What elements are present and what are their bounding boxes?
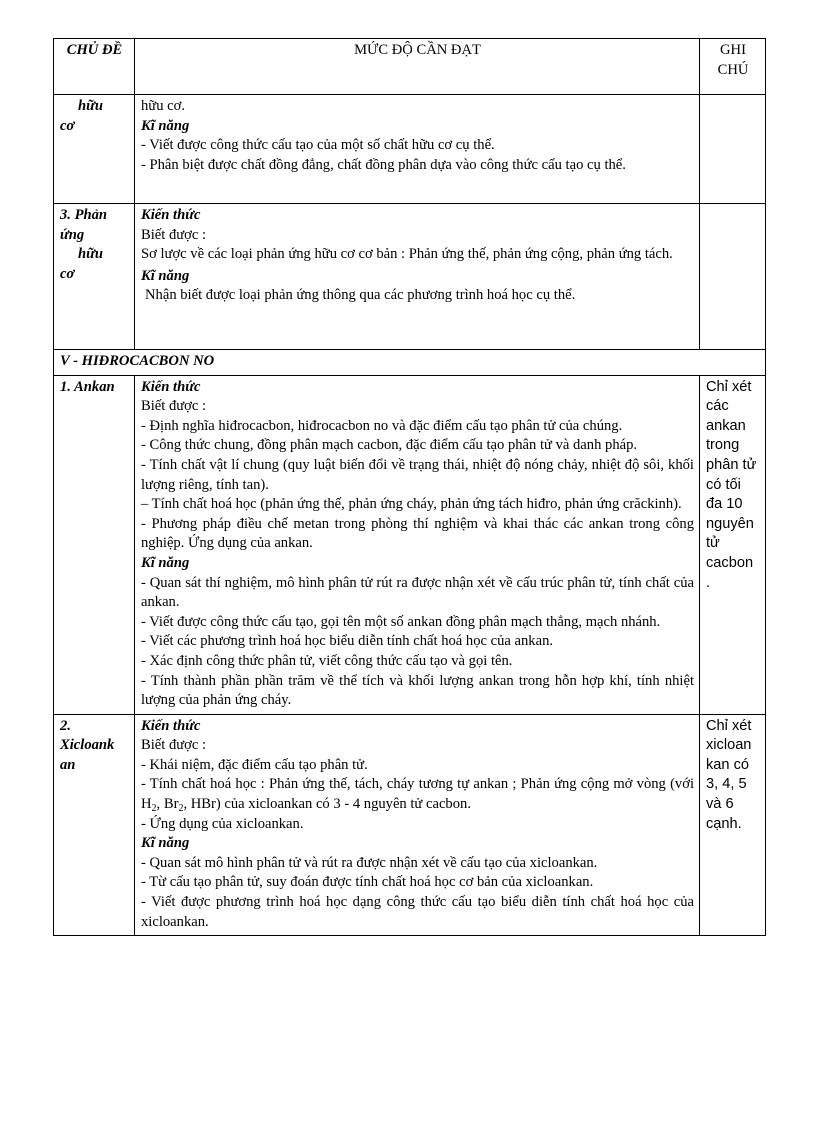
topic-text: hữu <box>78 246 103 263</box>
content-line: - Tính chất vật lí chung (quy luật biến đổi về trạng thái, nhiệt độ nóng chảy, nhiệt độ sôi, khối lượng riêng, tính tan). <box>141 456 694 493</box>
header-note-line: CHÚ <box>717 61 749 78</box>
note-line: cacbon <box>706 554 754 571</box>
note-line: các <box>706 398 729 415</box>
curriculum-table <box>53 38 766 936</box>
content-cell <box>135 95 700 204</box>
note-line: phân tử <box>706 456 757 473</box>
content-line: Biết được : <box>141 398 207 415</box>
skill-heading: Kĩ năng <box>141 554 190 571</box>
content-line: hữu cơ. <box>141 98 185 114</box>
content-line: - Tính thành phần phần trăm về thể tích và khối lượng ankan trong hỗn hợp khí, tính nhiệt lượng của phản ứng cháy. <box>141 672 694 709</box>
content-line: - Xác định công thức phân tử, viết công thức cấu tạo và gọi tên. <box>141 652 513 669</box>
content-cell <box>135 714 700 936</box>
topic-text: 2. <box>60 717 71 734</box>
topic-text: hữu <box>78 98 103 114</box>
note-line: kan có <box>706 756 749 773</box>
topic-text: cơ <box>60 117 75 134</box>
header-note <box>700 39 766 95</box>
content-fragment: , HBr) của xicloankan có 3 - 4 nguyên tử cacbon. <box>183 796 471 813</box>
table-row <box>54 714 766 936</box>
topic-text: ứng <box>60 226 85 243</box>
content-line: Nhận biết được loại phản ứng thông qua các phương trình hoá học cụ thể. <box>145 287 576 304</box>
subscript: 2 <box>151 803 157 815</box>
content-line: Sơ lược về các loại phản ứng hữu cơ cơ bản : Phản ứng thế, phản ứng cộng, phản ứng tách. <box>141 246 673 263</box>
content-line: Biết được : <box>141 737 207 754</box>
content-fragment: , Br <box>156 796 179 813</box>
note-line: đa 10 <box>706 496 743 513</box>
header-topic-label: CHỦ ĐỀ <box>66 42 123 58</box>
topic-cell <box>54 375 135 714</box>
topic-text: 3. Phản <box>60 207 108 223</box>
skill-heading: Kĩ năng <box>141 117 190 134</box>
content-line: – Tính chất hoá học (phản ứng thế, phản ứng cháy, phản ứng tách hiđro, phản ứng crăckinh). <box>141 496 682 513</box>
note-line: Chỉ xét <box>706 717 752 734</box>
note-cell <box>700 204 766 350</box>
knowledge-heading: Kiến thức <box>141 378 201 395</box>
table-row <box>54 375 766 714</box>
content-cell <box>135 204 700 350</box>
knowledge-heading: Kiến thức <box>141 717 201 734</box>
section-title: V - HIĐROCACBON NO <box>54 350 766 376</box>
topic-text: cơ <box>60 265 75 282</box>
content-line: - Viết các phương trình hoá học biểu diễn tính chất hoá học của ankan. <box>141 633 554 650</box>
note-line: xicloan <box>706 737 752 754</box>
content-line: - Công thức chung, đồng phân mạch cacbon, đặc điểm cấu tạo phân tử và danh pháp. <box>141 437 638 454</box>
note-line: 3, 4, 5 <box>706 776 747 793</box>
topic-text: an <box>60 756 76 773</box>
table-row <box>54 95 766 204</box>
content-line: - Viết được công thức cấu tạo của một số chất hữu cơ cụ thể. <box>141 137 495 154</box>
table-row <box>54 204 766 350</box>
note-line: cạnh. <box>706 815 742 832</box>
knowledge-heading: Kiến thức <box>141 207 201 223</box>
content-line: - Phương pháp điều chế metan trong phòng thí nghiệm và khai thác các ankan trong công nghiệp. Ứng dụng của ankan. <box>141 515 694 552</box>
note-line: . <box>706 574 711 591</box>
section-row <box>54 350 766 376</box>
note-cell <box>700 375 766 714</box>
content-line: - Phân biệt được chất đồng đẳng, chất đồng phân dựa vào công thức cấu tạo cụ thể. <box>141 156 626 173</box>
header-level-label: MỨC ĐỘ CẦN ĐẠT <box>354 42 481 58</box>
skill-heading: Kĩ năng <box>141 267 190 284</box>
note-cell <box>700 714 766 936</box>
topic-text: Xicloank <box>60 737 115 754</box>
content-line: - Quan sát mô hình phân tử và rút ra được nhận xét về cấu tạo của xicloankan. <box>141 854 598 871</box>
note-line: Chỉ xét <box>706 378 752 395</box>
content-line: - Viết được công thức cấu tạo, gọi tên một số ankan đồng phân mạch thẳng, mạch nhánh. <box>141 613 661 630</box>
note-line: tử <box>706 535 720 552</box>
note-line: có tối <box>706 476 741 493</box>
content-cell <box>135 375 700 714</box>
topic-text: 1. Ankan <box>60 378 115 395</box>
topic-cell <box>54 714 135 936</box>
content-line: - Định nghĩa hiđrocacbon, hiđrocacbon no và đặc điểm cấu tạo phân tử của chúng. <box>141 417 623 434</box>
content-line: - Quan sát thí nghiệm, mô hình phân tử rút ra được nhận xét về cấu trúc phân tử, tính chất của ankan. <box>141 574 694 611</box>
note-line: nguyên <box>706 515 754 532</box>
note-line: và 6 <box>706 796 734 813</box>
header-note-line: GHI <box>720 42 746 58</box>
note-line: ankan <box>706 417 746 434</box>
content-fragment: - Tính chất hoá học : Phản ứng thế, tách, cháy tương tự ankan ; Phản ứng cộng mở vòng (với H <box>141 776 694 813</box>
header-topic <box>54 39 135 95</box>
topic-cell <box>54 95 135 204</box>
content-line: - Viết được phương trình hoá học dạng công thức cấu tạo biểu diễn tính chất hoá học của xicloankan. <box>141 894 694 930</box>
content-line <box>141 775 694 814</box>
topic-cell <box>54 204 135 350</box>
content-line: - Khái niệm, đặc điểm cấu tạo phân tử. <box>141 756 368 773</box>
content-line: - Từ cấu tạo phân tử, suy đoán được tính chất hoá học cơ bản của xicloankan. <box>141 874 594 891</box>
note-cell <box>700 95 766 204</box>
table-header-row <box>54 39 766 95</box>
skill-heading: Kĩ năng <box>141 835 190 852</box>
content-line: Biết được : <box>141 226 207 243</box>
content-line: - Ứng dụng của xicloankan. <box>141 815 304 832</box>
subscript: 2 <box>178 803 184 815</box>
note-line: trong <box>706 437 740 454</box>
header-level <box>135 39 700 95</box>
